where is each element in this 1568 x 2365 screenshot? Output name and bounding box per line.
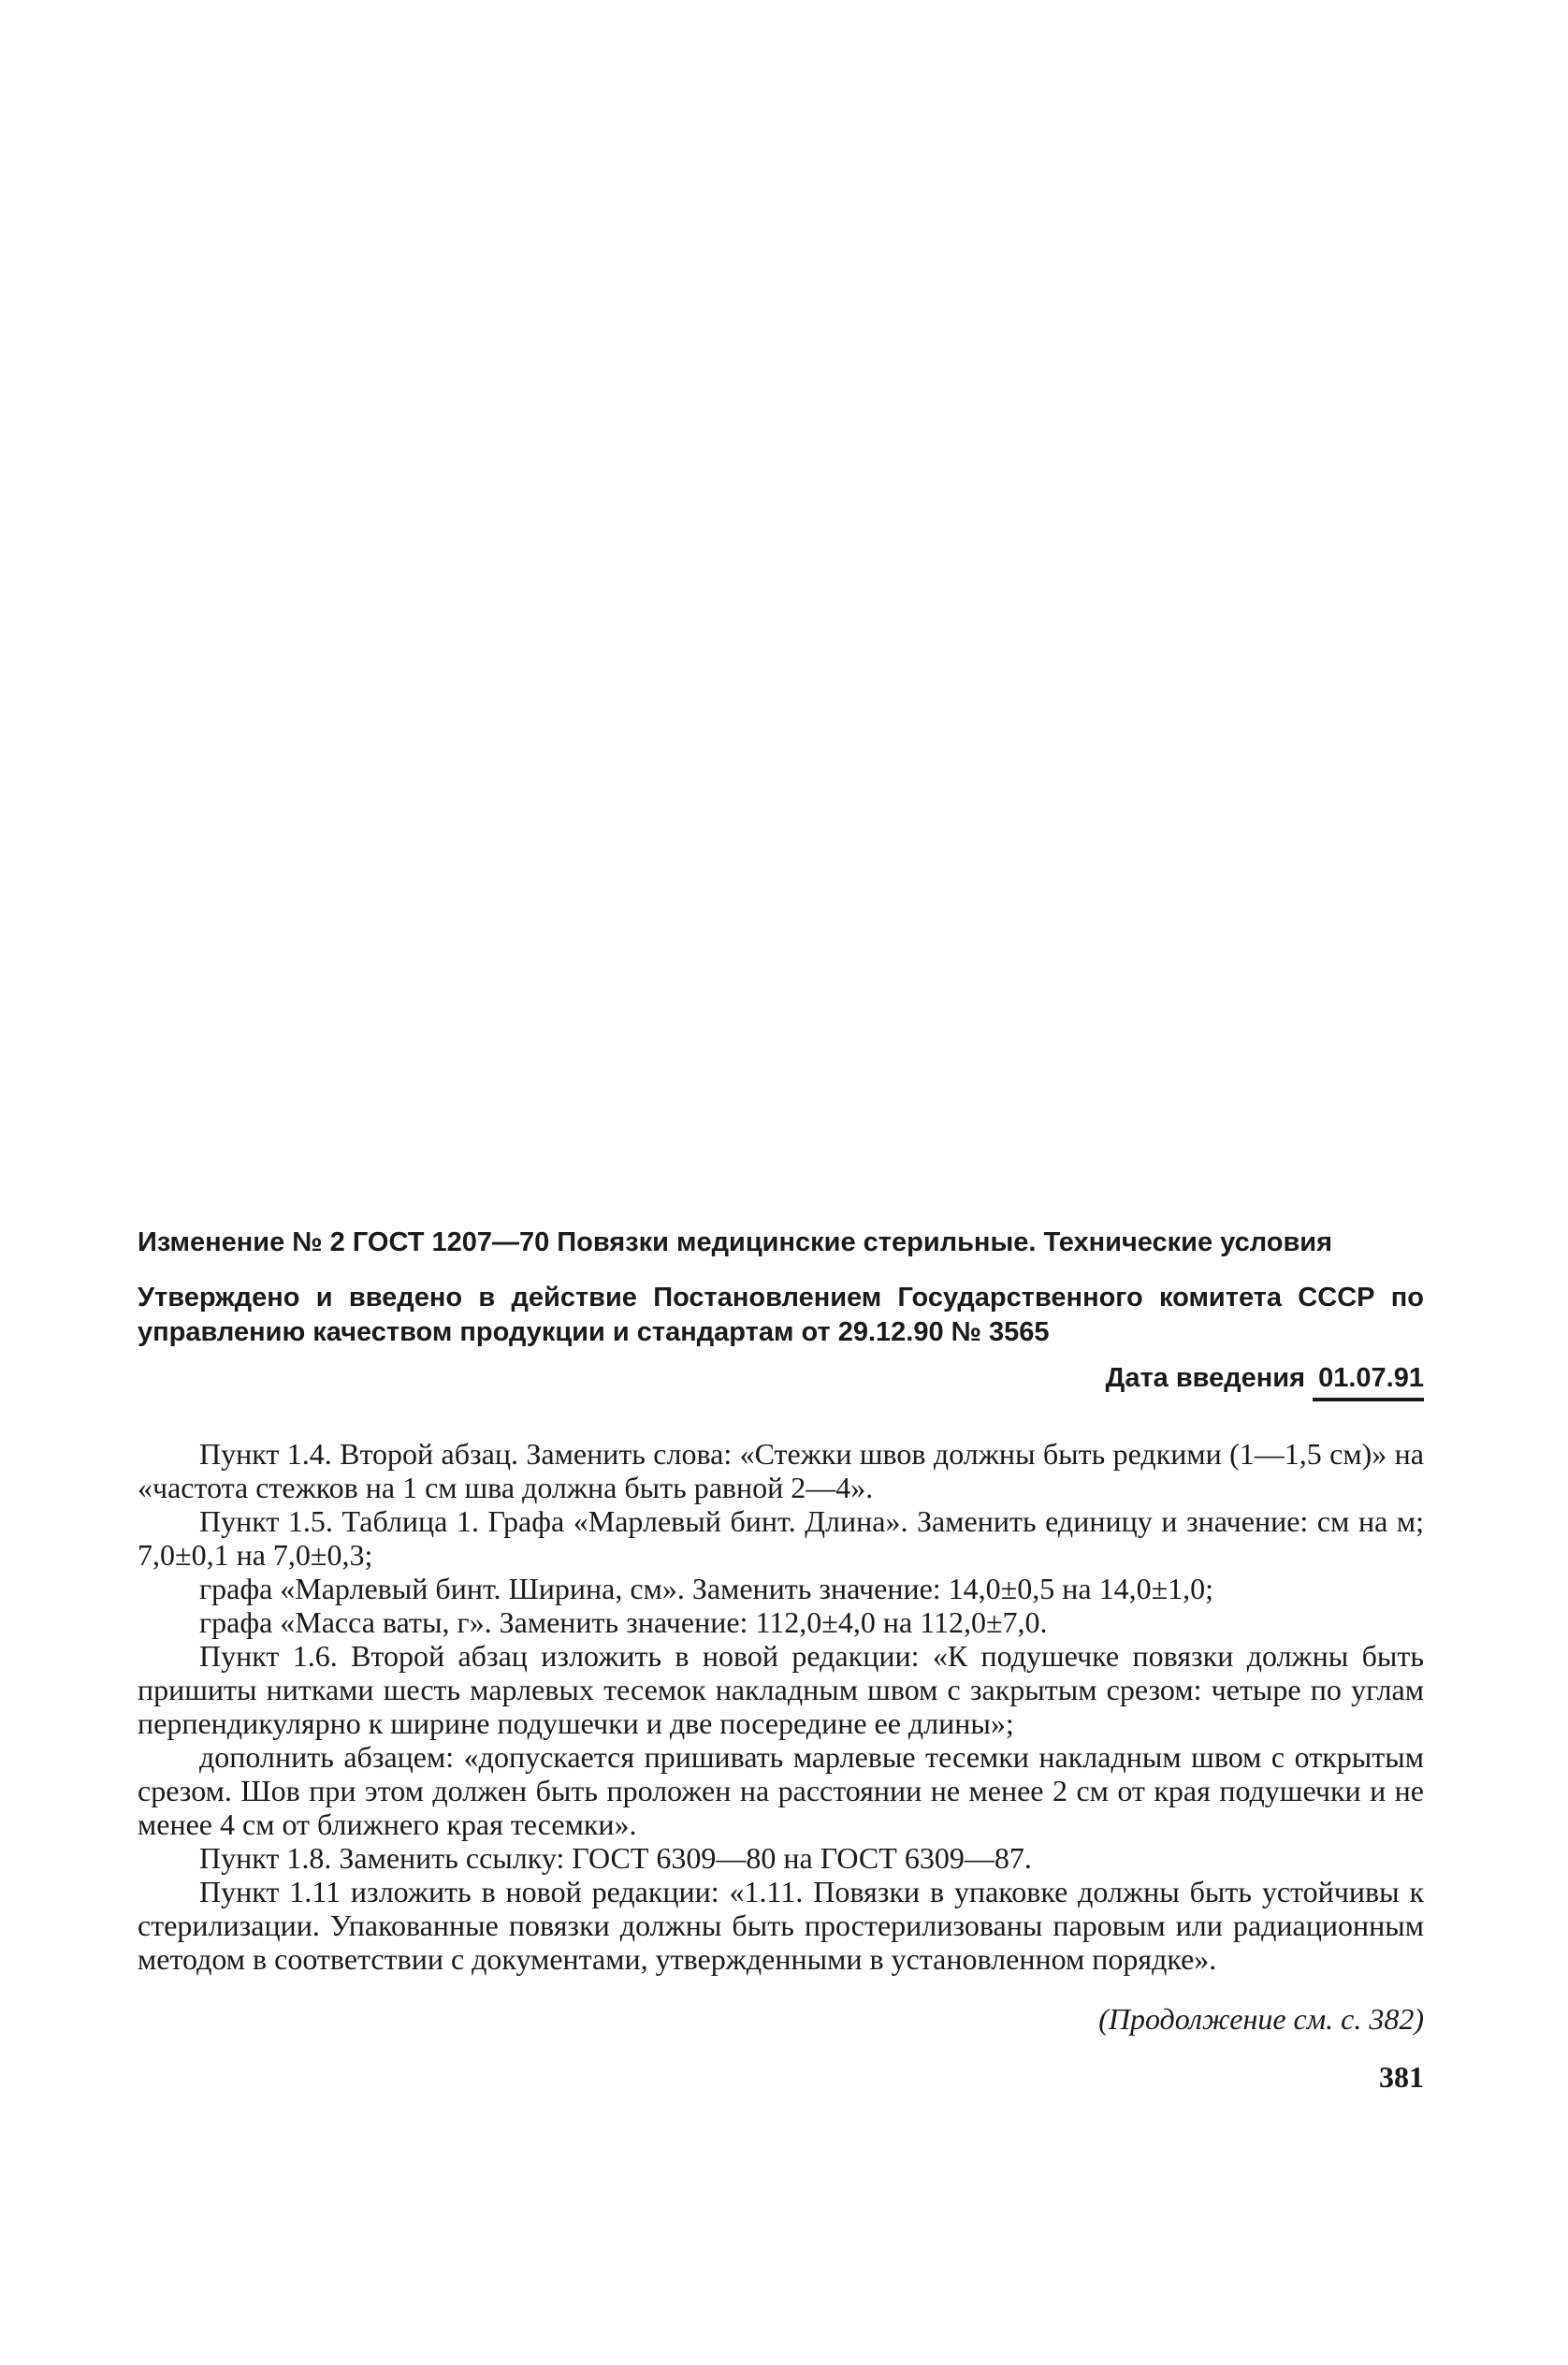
paragraph: Пункт 1.8. Заменить ссылку: ГОСТ 6309—80 на ГОСТ 6309—87.	[199, 1841, 1032, 1875]
effective-date-line	[138, 1361, 1424, 1401]
document-page	[138, 1226, 1424, 2094]
effective-date-value: 01.07.91	[1313, 1361, 1424, 1401]
paragraph: графа «Масса ваты, г». Заменить значение: 112,0±4,0 на 112,0±7,0.	[199, 1605, 1048, 1639]
paragraph: дополнить абзацем: «допускается пришивать марлевые тесемки накладным швом с открытым срезом. Шов при этом должен быть проложен на расстоянии не менее 2 см от края подушечки и не менее 4 см от ближнего края тесемки».	[138, 1740, 1424, 1841]
effective-date-label: Дата введения	[1105, 1363, 1306, 1393]
paragraph: Пункт 1.6. Второй абзац изложить в новой редакции: «К подушечке повязки должны быть пришиты нитками шесть марлевых тесемок накладным швом с закрытым срезом: четыре по углам перпендикулярно к ширине подушечки и две посередине ее длины»;	[138, 1639, 1424, 1740]
document-title: Изменение № 2 ГОСТ 1207—70 Повязки медицинские стерильные. Технические условия	[138, 1227, 1333, 1257]
continuation-note: (Продолжение см. с. 382)	[1098, 2002, 1424, 2036]
paragraph: Пункт 1.5. Таблица 1. Графа «Марлевый бинт. Длина». Заменить единицу и значение: см на м; 7,0±0,1 на 7,0±0,3;	[138, 1504, 1424, 1572]
approval-statement: Утверждено и введено в действие Постановлением Государственного комитета СССР по управлению качеством продукции и стандартам от 29.12.90 № 3565	[138, 1283, 1424, 1347]
paragraph: Пункт 1.4. Второй абзац. Заменить слова: «Стежки швов должны быть редкими (1—1,5 см)» на «частота стежков на 1 см шва должна быть равной 2—4».	[138, 1437, 1424, 1504]
document-body	[138, 1437, 1424, 1976]
paragraph: графа «Марлевый бинт. Ширина, см». Заменить значение: 14,0±0,5 на 14,0±1,0;	[199, 1572, 1214, 1605]
paragraph: Пункт 1.11 изложить в новой редакции: «1.11. Повязки в упаковке должны быть устойчивы к стерилизации. Упакованные повязки должны быть простерилизованы паровым или радиационным методом в соответствии с документами, утвержденными в установленном порядке».	[138, 1875, 1424, 1976]
page-number: 381	[1379, 2060, 1424, 2094]
